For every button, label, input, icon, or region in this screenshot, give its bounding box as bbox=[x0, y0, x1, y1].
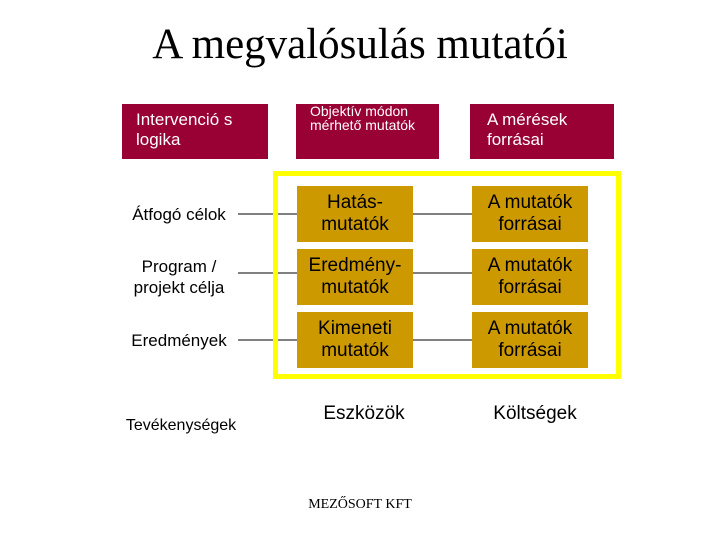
header-indicators: Objektív módon mérhető mutatók bbox=[296, 104, 439, 159]
level-label-program: Program / projekt célja bbox=[133, 257, 225, 297]
indicator-box-result: Eredmény-mutatók bbox=[297, 249, 413, 305]
highlight-frame bbox=[273, 171, 621, 379]
source-box-row2: A mutatók forrásai bbox=[472, 249, 588, 305]
indicator-box-impact: Hatás-mutatók bbox=[297, 186, 413, 242]
indicator-means: Eszközök bbox=[323, 403, 405, 424]
header-intervention-logic: Intervenció s logika bbox=[122, 104, 268, 159]
level-label-activities: Tevékenységek bbox=[125, 417, 237, 434]
source-box-row1: A mutatók forrásai bbox=[472, 186, 588, 242]
source-box-row3: A mutatók forrásai bbox=[472, 312, 588, 368]
level-label-results: Eredmények bbox=[131, 331, 227, 350]
header-sources: A mérések forrásai bbox=[470, 104, 614, 159]
page-title: A megvalósulás mutatói bbox=[152, 21, 568, 68]
source-costs: Költségek bbox=[493, 403, 577, 424]
level-label-goals: Átfogó célok bbox=[132, 205, 226, 224]
footer-company: MEZŐSOFT KFT bbox=[308, 497, 412, 512]
indicator-box-output: Kimeneti mutatók bbox=[297, 312, 413, 368]
